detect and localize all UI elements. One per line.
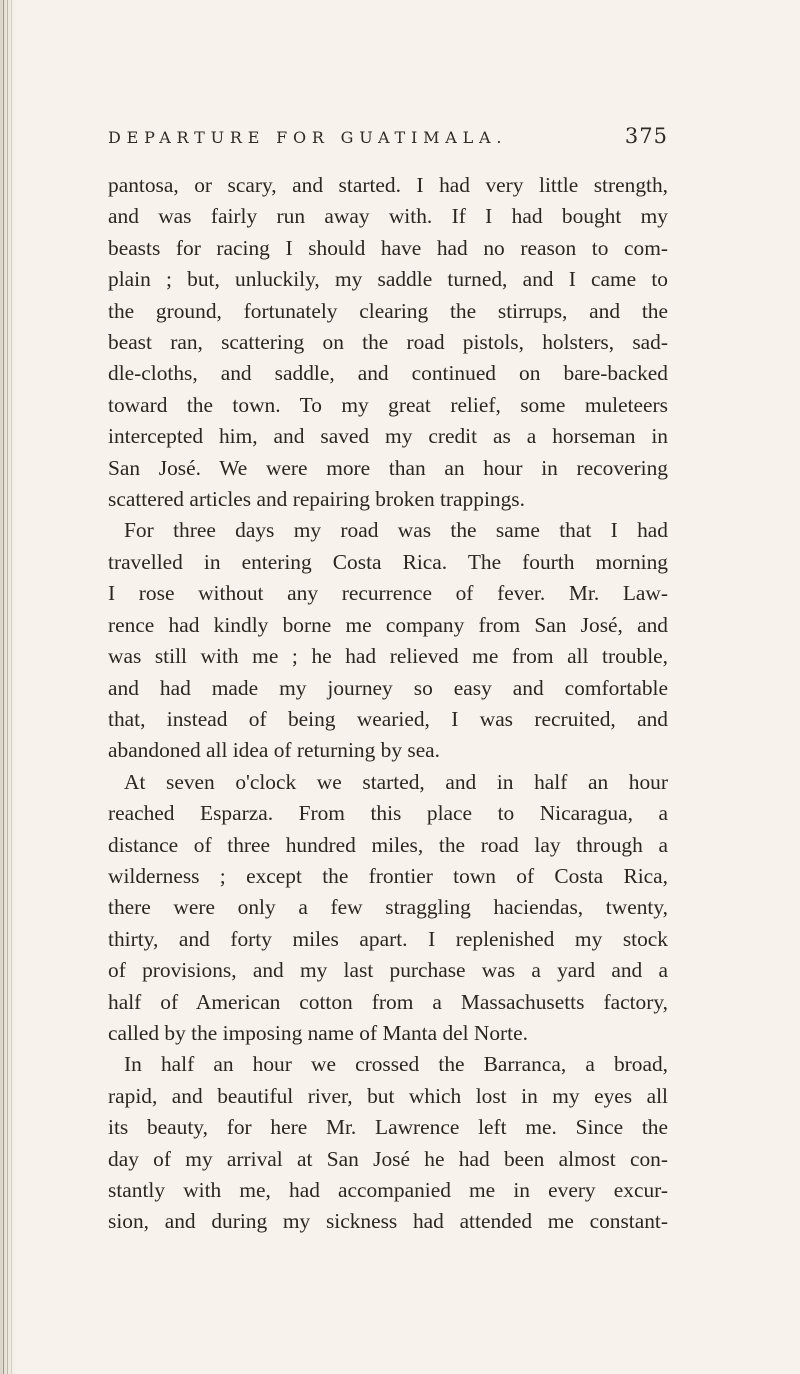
text-line: and was fairly run away with. If I had bought my — [108, 204, 668, 229]
text-line: I rose without any recurrence of fever. Mr. Law- — [108, 581, 668, 606]
page-number: 375 — [624, 124, 668, 148]
text-line: half of American cotton from a Massachusetts factory, — [108, 989, 668, 1014]
text-line: its beauty, for here Mr. Lawrence left me. Since the — [108, 1115, 668, 1140]
text-line: that, instead of being wearied, I was recruited, and — [108, 706, 668, 731]
gutter-line — [11, 0, 12, 1374]
running-head — [108, 124, 668, 154]
text-line: distance of three hundred miles, the road lay through a — [108, 832, 668, 857]
book-page — [108, 124, 668, 1238]
text-line: abandoned all idea of returning by sea. — [108, 738, 441, 763]
page-gutter-shadow — [0, 0, 16, 1374]
running-title: DEPARTURE FOR GUATIMALA. — [108, 128, 508, 147]
text-line: In half an hour we crossed the Barranca, a broad, — [124, 1052, 668, 1077]
text-line: day of my arrival at San José he had been almost con- — [108, 1146, 668, 1171]
text-line: travelled in entering Costa Rica. The fourth morning — [108, 549, 668, 574]
text-line: the ground, fortunately clearing the stirrups, and the — [108, 298, 668, 323]
text-line: At seven o'clock we started, and in half an hour — [124, 769, 668, 794]
text-line: stantly with me, had accompanied me in every excur- — [108, 1178, 668, 1202]
text-line: toward the town. To my great relief, some muleteers — [108, 392, 668, 417]
text-line: plain ; but, unluckily, my saddle turned, and I came to — [108, 267, 668, 292]
text-line: rence had kindly borne me company from San José, and — [108, 612, 668, 637]
text-line: San José. We were more than an hour in recovering — [108, 455, 668, 480]
gutter-line — [7, 0, 8, 1374]
text-line: scattered articles and repairing broken trappings. — [108, 487, 525, 512]
text-line: thirty, and forty miles apart. I replenished my stock — [108, 926, 668, 951]
text-line: rapid, and beautiful river, but which lost in my eyes all — [108, 1083, 668, 1108]
text-line: dle-cloths, and saddle, and continued on bare-backed — [108, 361, 668, 386]
text-line: called by the imposing name of Manta del Norte. — [108, 1020, 528, 1045]
text-line: wilderness ; except the frontier town of Costa Rica, — [108, 863, 668, 888]
gutter-line — [3, 0, 4, 1374]
text-line: pantosa, or scary, and started. I had very little strength, — [108, 173, 668, 197]
text-line: beasts for racing I should have had no reason to com- — [108, 235, 668, 260]
text-line: there were only a few straggling haciendas, twenty, — [108, 895, 668, 920]
text-line: of provisions, and my last purchase was a yard and a — [108, 958, 668, 983]
text-line: beast ran, scattering on the road pistols, holsters, sad- — [108, 330, 668, 355]
text-line: For three days my road was the same that I had — [124, 518, 668, 543]
text-line: intercepted him, and saved my credit as a horseman in — [108, 424, 668, 449]
text-line: and had made my journey so easy and comfortable — [108, 675, 668, 700]
text-line: was still with me ; he had relieved me from all trouble, — [108, 644, 668, 669]
text-line: sion, and during my sickness had attended me constant- — [108, 1209, 668, 1234]
text-line: reached Esparza. From this place to Nicaragua, a — [108, 801, 668, 826]
body-text — [108, 170, 668, 1238]
